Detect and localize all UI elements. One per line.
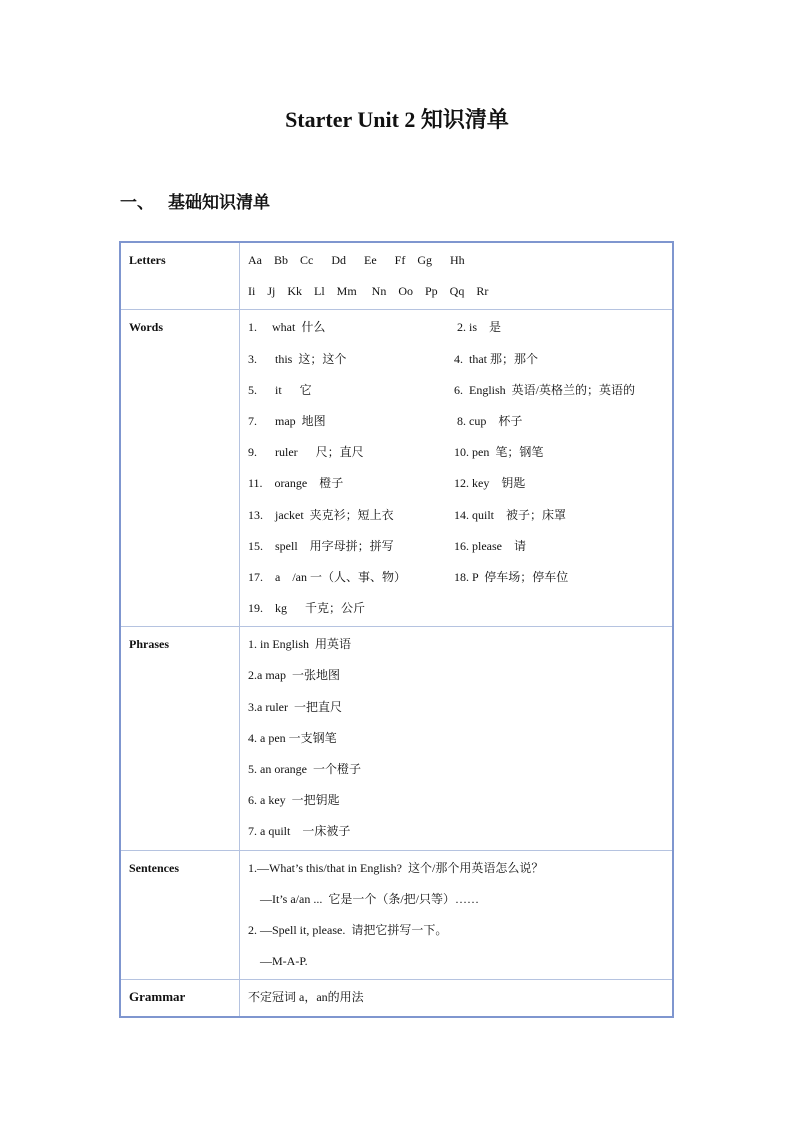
word-right: 2. is 是	[454, 320, 502, 335]
letters-content	[240, 243, 673, 310]
phrases-label: Phrases	[121, 627, 240, 850]
grammar-line: 不定冠词 a，an的用法	[248, 990, 364, 1005]
word-right: 16. please 请	[454, 538, 526, 553]
word-right: 10. pen 笔；钢笔	[454, 445, 544, 460]
section-heading	[120, 188, 270, 213]
word-left: 17. a /an 一（人、事、物）	[248, 569, 406, 584]
document-title: Starter Unit 2 知识清单	[285, 107, 509, 132]
letters-row	[121, 243, 673, 310]
word-right: 4. that 那；那个	[454, 351, 538, 366]
sentences-content	[240, 850, 673, 980]
word-left: 3. this 这；这个	[248, 351, 347, 366]
letters-line: Ii Jj Kk Ll Mm Nn Oo Pp Qq Rr	[248, 284, 489, 299]
word-line	[248, 344, 672, 375]
section-heading-text: 基础知识清单	[168, 193, 270, 212]
phrase-line: 2.a map 一张地图	[248, 668, 340, 683]
phrase-line: 7. a quilt 一床被子	[248, 824, 351, 839]
phrase-line: 5. an orange 一个橙子	[248, 762, 361, 776]
sentence-line: —It’s a/an ... 它是一个（条/把/只等）……	[248, 891, 479, 906]
phrase-line: 6. a key 一把钥匙	[248, 793, 340, 808]
word-left: 13. jacket 夹克衫；短上衣	[248, 507, 394, 522]
words-content	[240, 310, 673, 627]
sentence-line: 1.—What’s this/that in English? 这个/那个用英语怎么说？	[248, 860, 544, 875]
word-line	[248, 562, 672, 593]
section-number: 一、	[120, 193, 154, 212]
sentence-line: 2. —Spell it, please. 请把它拼写一下。	[248, 922, 448, 937]
word-left: 19. kg 千克；公斤	[248, 601, 366, 616]
word-line	[248, 593, 672, 624]
grammar-row	[121, 980, 673, 1016]
word-right: 18. P 停车场；停车位	[454, 569, 569, 584]
phrase-line: 1. in English 用英语	[248, 637, 352, 652]
phrase-line: 3.a ruler 一把直尺	[248, 699, 342, 714]
word-right: 12. key 钥匙	[454, 476, 526, 491]
word-left: 7. map 地图	[248, 413, 326, 428]
word-left: 5. it 它	[248, 382, 312, 397]
sentence-line: —M-A-P.	[248, 954, 308, 969]
words-label: Words	[121, 310, 240, 627]
word-line	[248, 468, 672, 499]
phrases-content	[240, 627, 673, 850]
letters-label: Letters	[121, 243, 240, 310]
knowledge-table	[120, 242, 673, 1017]
sentences-label: Sentences	[121, 850, 240, 980]
word-left: 11. orange 橙子	[248, 476, 344, 491]
word-line	[248, 437, 672, 468]
word-right: 8. cup 杯子	[454, 413, 523, 428]
phrase-line: 4. a pen 一支钢笔	[248, 730, 337, 745]
grammar-content	[240, 980, 673, 1016]
word-left: 15. spell 用字母拼；拼写	[248, 538, 394, 553]
letters-line: Aa Bb Cc Dd Ee Ff Gg Hh	[248, 253, 465, 267]
word-line	[248, 406, 672, 437]
word-right: 14. quilt 被子；床罩	[454, 507, 567, 522]
words-row	[121, 310, 673, 627]
word-line	[248, 375, 672, 406]
word-line	[248, 312, 672, 343]
word-line	[248, 531, 672, 562]
word-left: 9. ruler 尺；直尺	[248, 445, 364, 460]
phrases-row	[121, 627, 673, 850]
grammar-label: Grammar	[121, 980, 240, 1016]
sentences-row	[121, 850, 673, 980]
word-line	[248, 500, 672, 531]
word-left: 1. what 什么	[248, 320, 326, 335]
word-right: 6. English 英语/英格兰的；英语的	[454, 382, 636, 397]
